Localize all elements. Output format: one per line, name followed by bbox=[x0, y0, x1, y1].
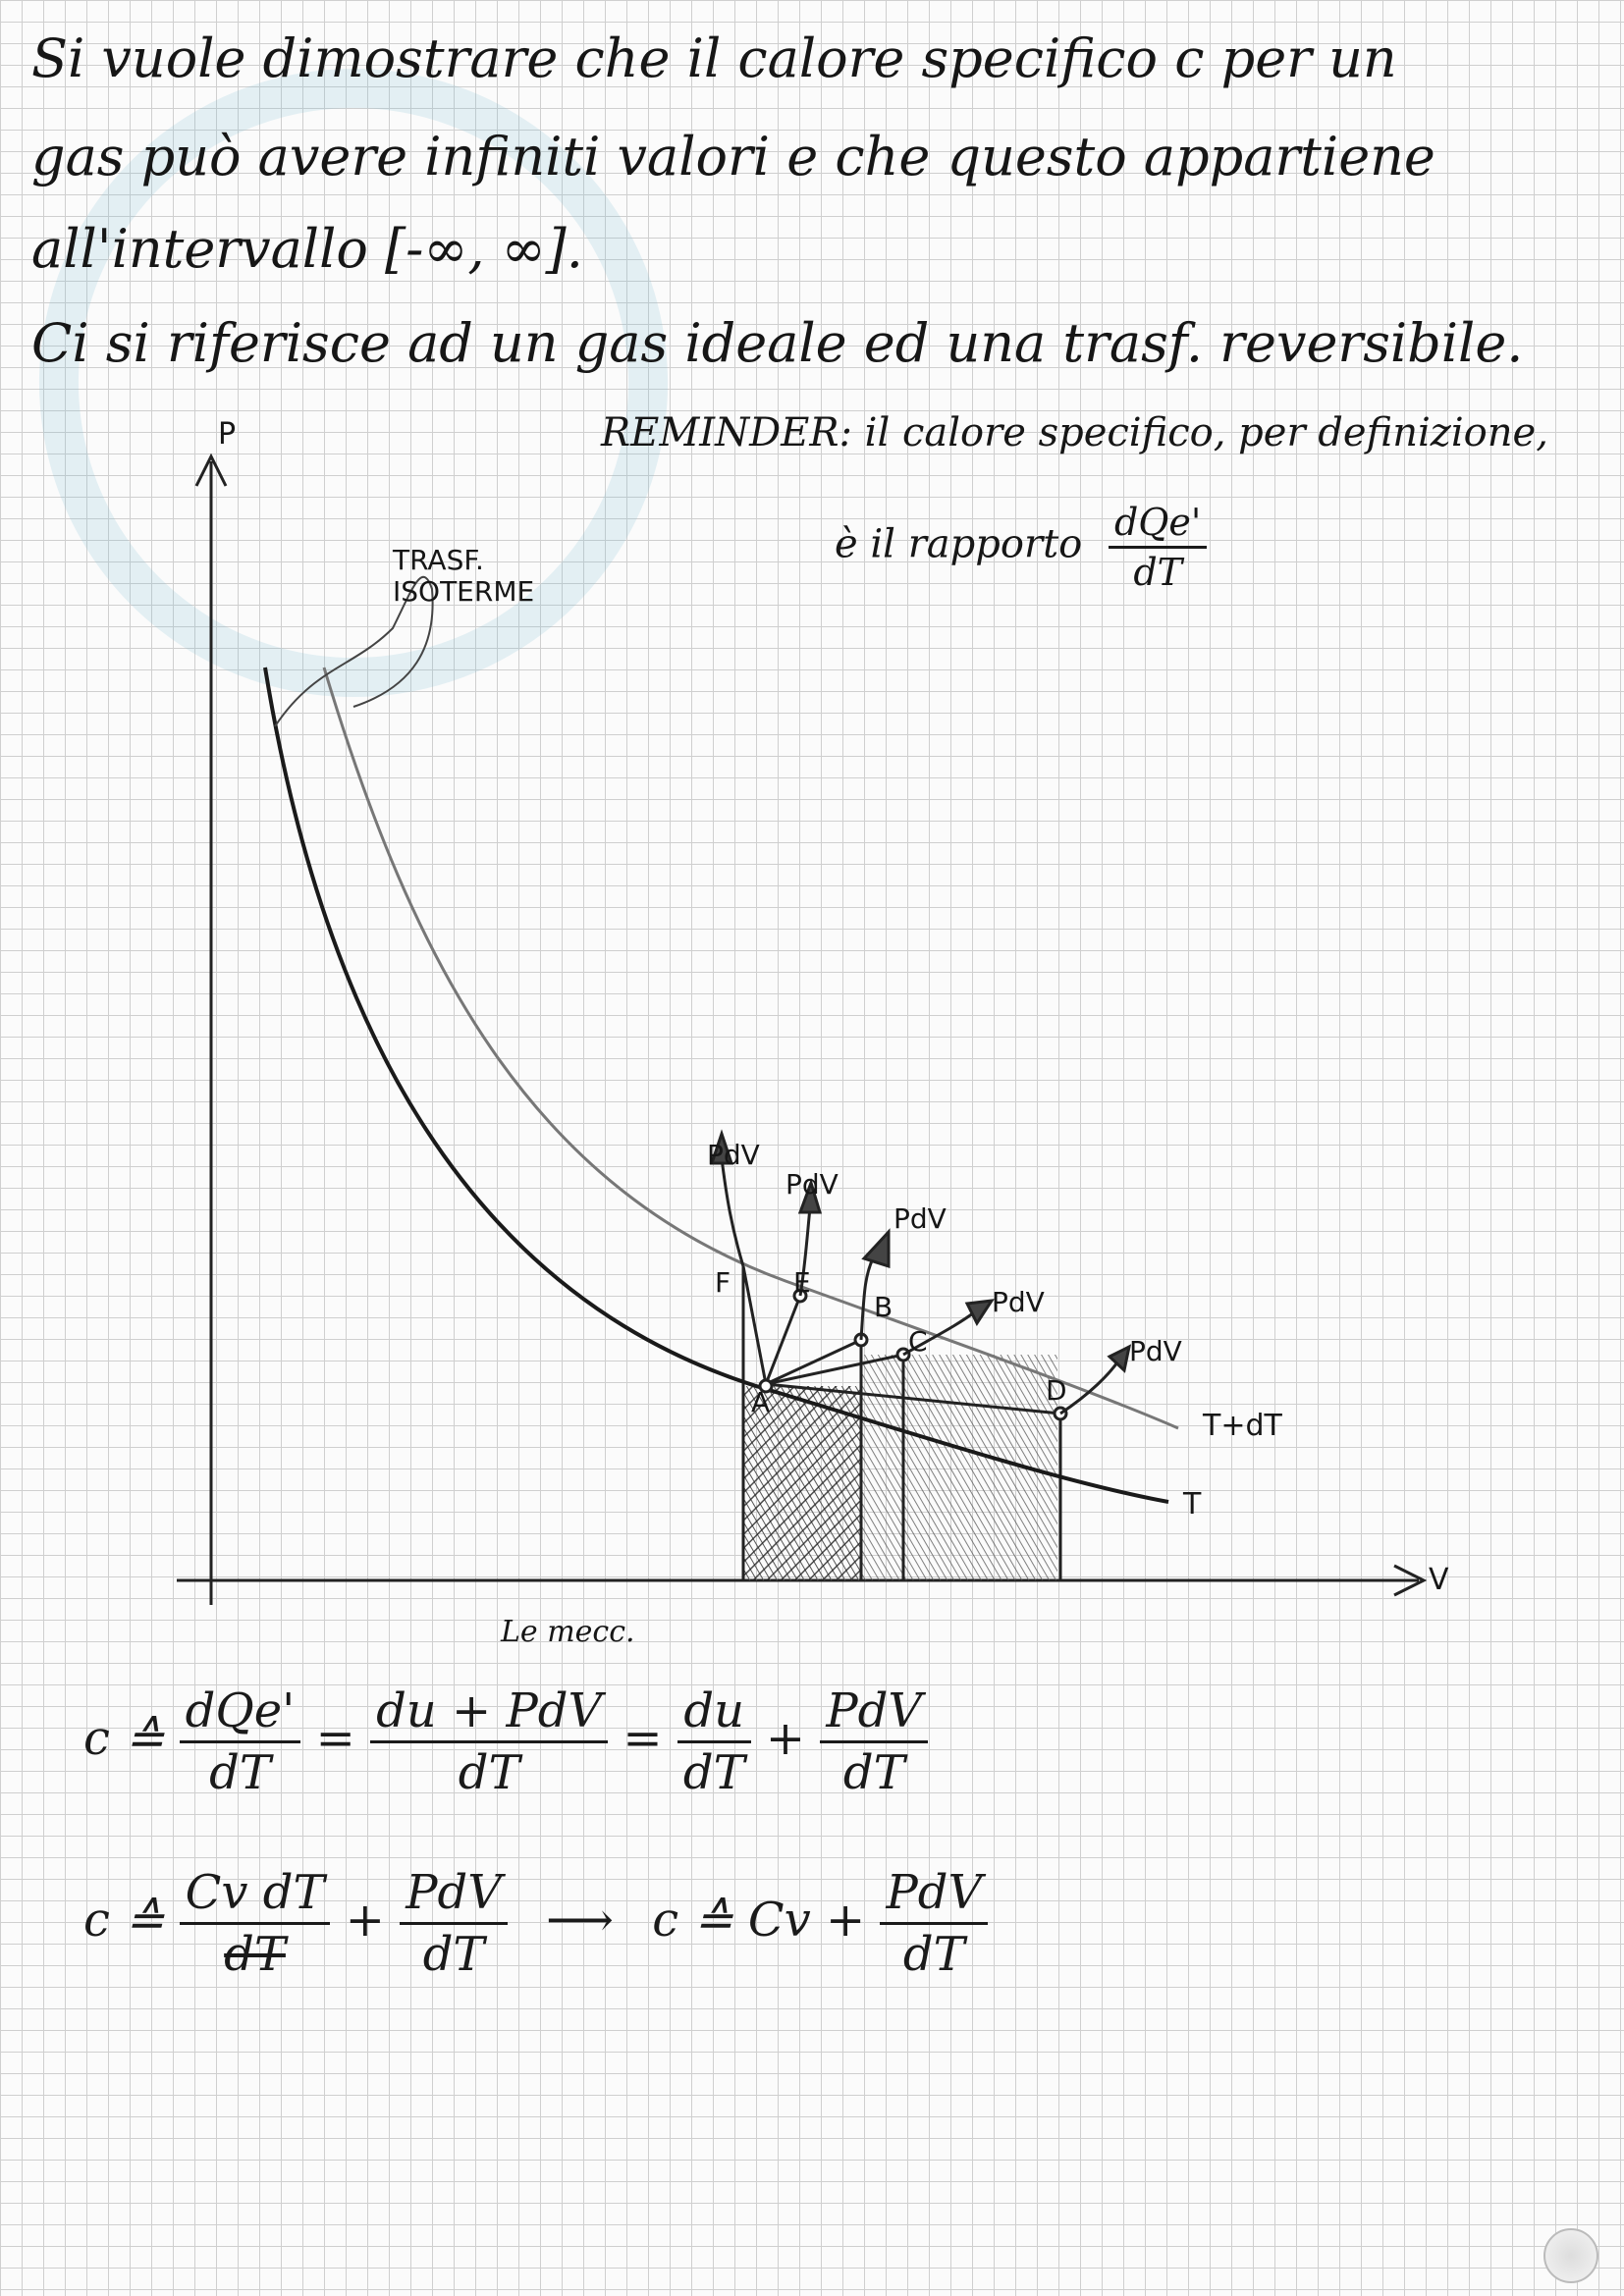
equation-2 bbox=[83, 1865, 988, 1982]
text-line-2: gas può avere infiniti valori e che questo appartiene bbox=[31, 126, 1435, 187]
eq1-frac-3-num: du bbox=[677, 1683, 751, 1743]
eq1-frac-2 bbox=[370, 1683, 608, 1800]
eq1-frac-4-den: dT bbox=[842, 1745, 905, 1800]
point-A-label: A bbox=[751, 1386, 771, 1418]
eq2-c: c ≙ bbox=[83, 1893, 165, 1948]
point-F-label: F bbox=[715, 1266, 731, 1299]
text-line-4: Ci si riferisce ad un gas ideale ed una trasf. reversibile. bbox=[31, 312, 1524, 374]
eq2-arrow: ⟶ bbox=[546, 1893, 614, 1948]
eq1-c: c ≙ bbox=[83, 1711, 165, 1766]
pdv-label-3: PdV bbox=[893, 1202, 947, 1235]
eq2-frac-2-den: dT bbox=[422, 1927, 485, 1982]
reminder-numerator: dQe' bbox=[1109, 501, 1207, 549]
point-E-label: E bbox=[793, 1266, 811, 1299]
pdv-label-4: PdV bbox=[992, 1286, 1045, 1318]
eq1-equals-1: = bbox=[315, 1711, 355, 1766]
eq1-frac-2-num: du + PdV bbox=[370, 1683, 608, 1743]
eq1-frac-4 bbox=[820, 1683, 928, 1800]
eq1-frac-3-den: dT bbox=[682, 1745, 745, 1800]
point-C-label: C bbox=[908, 1325, 928, 1358]
eq1-frac-2-den: dT bbox=[458, 1745, 520, 1800]
reminder-text: è il rapporto bbox=[835, 521, 1083, 567]
eq1-frac-3 bbox=[677, 1683, 751, 1800]
point-B-label: B bbox=[874, 1291, 893, 1323]
eq2-frac-2-num: PdV bbox=[400, 1865, 508, 1925]
eq2-frac-1 bbox=[180, 1865, 331, 1982]
reminder-line-1: REMINDER: il calore specifico, per definizione, bbox=[601, 410, 1548, 455]
eq1-frac-1-den: dT bbox=[209, 1745, 271, 1800]
eq2-frac-2 bbox=[400, 1865, 508, 1982]
eq1-plus: + bbox=[765, 1711, 806, 1766]
reminder-denominator: dT bbox=[1133, 551, 1182, 594]
point-D-label: D bbox=[1046, 1374, 1067, 1407]
text-line-1: Si vuole dimostrare che il calore specifico c per un bbox=[31, 27, 1397, 89]
lemecc-label: Le mecc. bbox=[501, 1615, 635, 1649]
eq2-frac-3-num: PdV bbox=[880, 1865, 988, 1925]
eq2-result: c ≙ Cv + bbox=[652, 1893, 866, 1948]
eq2-frac-3-den: dT bbox=[902, 1927, 965, 1982]
eq1-frac-1 bbox=[180, 1683, 301, 1800]
curve-TdT-label: T+dT bbox=[1203, 1409, 1282, 1443]
eq2-frac-3 bbox=[880, 1865, 988, 1982]
eq2-plus-1: + bbox=[345, 1893, 385, 1948]
p-axis-label: P bbox=[218, 417, 237, 452]
page-stamp bbox=[1543, 2228, 1598, 2283]
v-axis-label: V bbox=[1429, 1563, 1449, 1597]
eq1-frac-1-num: dQe' bbox=[180, 1683, 301, 1743]
isotherm-label: TRASF. ISOTERME bbox=[393, 544, 535, 608]
eq2-frac-1-num: Cv dT bbox=[180, 1865, 331, 1925]
pdv-label-5: PdV bbox=[1129, 1335, 1182, 1367]
equation-1 bbox=[83, 1683, 928, 1800]
eq2-frac-1-den: dT bbox=[224, 1927, 286, 1982]
eq1-frac-4-num: PdV bbox=[820, 1683, 928, 1743]
pdv-label-1: PdV bbox=[707, 1139, 760, 1171]
p-axis bbox=[196, 456, 226, 1605]
eq1-equals-2: = bbox=[623, 1711, 663, 1766]
pdv-label-2: PdV bbox=[785, 1168, 839, 1201]
curve-T-label: T bbox=[1183, 1487, 1202, 1522]
text-line-3: all'intervallo [-∞, ∞]. bbox=[31, 218, 583, 280]
